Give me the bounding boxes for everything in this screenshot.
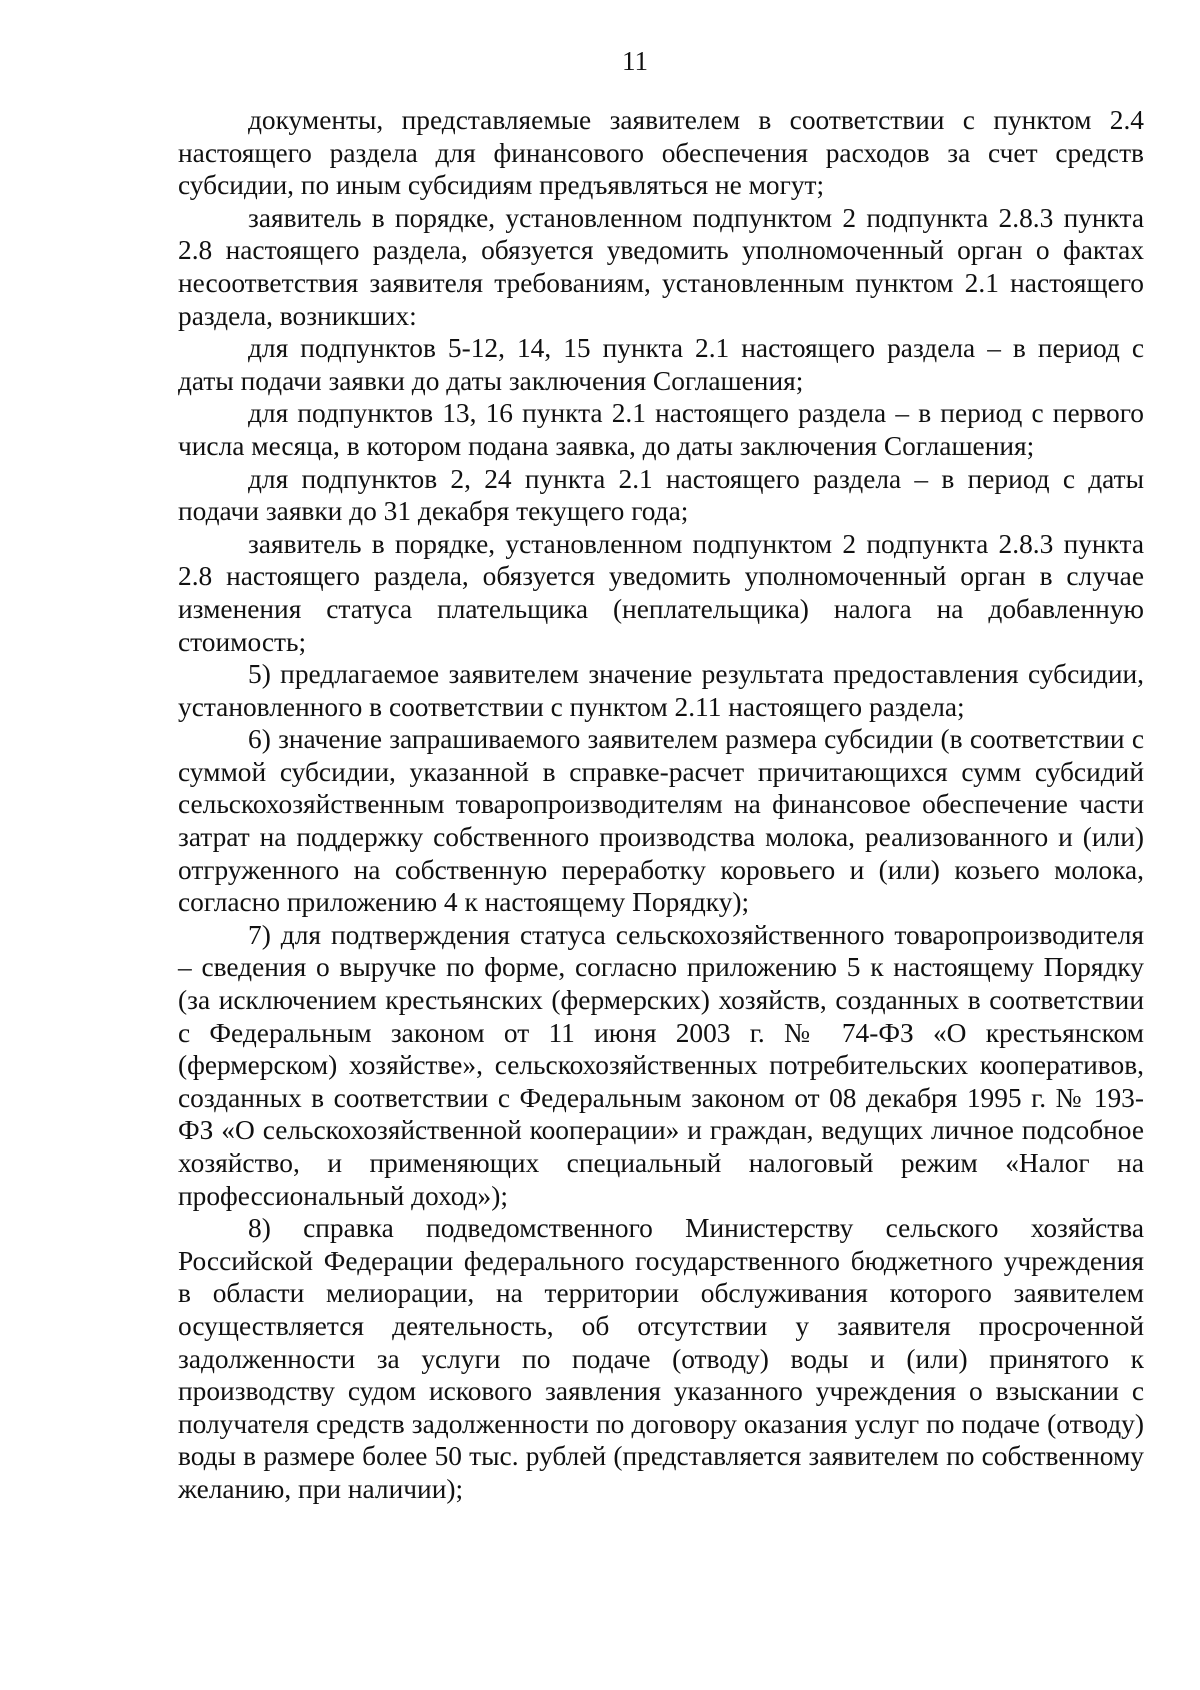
paragraph-item-5: 5) предлагаемое заявителем значение результата предоставления субсидии, установленного в соответствии с пунктом 2.11 настоящего раздела;: [178, 659, 1144, 722]
paragraph-item-6: 6) значение запрашиваемого заявителем размера субсидии (в соответствии с суммой субсидии, указанной в справке-расчет причитающихся сумм субсидий сельскохозяйственным товаропроизводителям на финансовое обеспечение части затрат на поддержку собственного производства молока, реализованного и (или) отгруженного на собственную переработку коровьего и (или) козьего молока, согласно приложению 4 к настоящему Порядку);: [178, 724, 1144, 918]
paragraph-item-8: 8) справка подведомственного Министерству сельского хозяйства Российской Федерации федерального государственного бюджетного учреждения в области мелиорации, на территории обслуживания которого заявителем осуществляется деятельность, об отсутствии у заявителя просроченной задолженности за услуги по подаче (отводу) воды и (или) принятого к производству судом искового заявления указанного учреждения о взыскании с получателя средств задолженности по договору оказания услуг по подаче (отводу) воды в размере более 50 тыс. рублей (представляется заявителем по собственному желанию, при наличии);: [178, 1213, 1144, 1504]
paragraph-item-7: 7) для подтверждения статуса сельскохозяйственного товаропроизводителя – сведения о выручке по форме, согласно приложению 5 к настоящему Порядку (за исключением крестьянских (фермерских) хозяйств, созданных в соответствии с Федеральным законом от 11 июня 2003 г. № 74-ФЗ «О крестьянском (фермерском) хозяйстве», сельскохозяйственных потребительских кооперативов, созданных в соответствии с Федеральным законом от 08 декабря 1995 г. № 193-ФЗ «О сельскохозяйственной кооперации» и граждан, ведущих личное подсобное хозяйство, и применяющих специальный налоговый режим «Налог на профессиональный доход»);: [178, 919, 1144, 1211]
paragraph-documents-note: документы, представляемые заявителем в соответствии с пунктом 2.4 настоящего раздела для финансового обеспечения расходов за счет средств субсидии, по иным субсидиям предъявляться не могут;: [178, 105, 1144, 201]
document-body: [178, 104, 1144, 1506]
paragraph-subitems-2-24: для подпунктов 2, 24 пункта 2.1 настоящего раздела – в период с даты подачи заявки до 31 декабря текущего года;: [178, 463, 1144, 527]
paragraph-notify-vat-status: заявитель в порядке, установленном подпунктом 2 подпункта 2.8.3 пункта 2.8 настоящего раздела, обязуется уведомить уполномоченный орган в случае изменения статуса плательщика (неплательщика) налога на добавленную стоимость;: [178, 528, 1144, 657]
paragraph-subitems-5-12: для подпунктов 5-12, 14, 15 пункта 2.1 настоящего раздела – в период с даты подачи заявки до даты заключения Соглашения;: [178, 333, 1144, 396]
paragraph-notify-noncompliance: заявитель в порядке, установленном подпунктом 2 подпункта 2.8.3 пункта 2.8 настоящего раздела, обязуется уведомить уполномоченный орган о фактах несоответствия заявителя требованиям, установленным пунктом 2.1 настоящего раздела, возникших:: [178, 202, 1144, 331]
page-number: 11: [622, 46, 648, 76]
paragraph-subitems-13-16: для подпунктов 13, 16 пункта 2.1 настоящего раздела – в период с первого числа месяца, в котором подана заявка, до даты заключения Соглашения;: [178, 398, 1144, 461]
